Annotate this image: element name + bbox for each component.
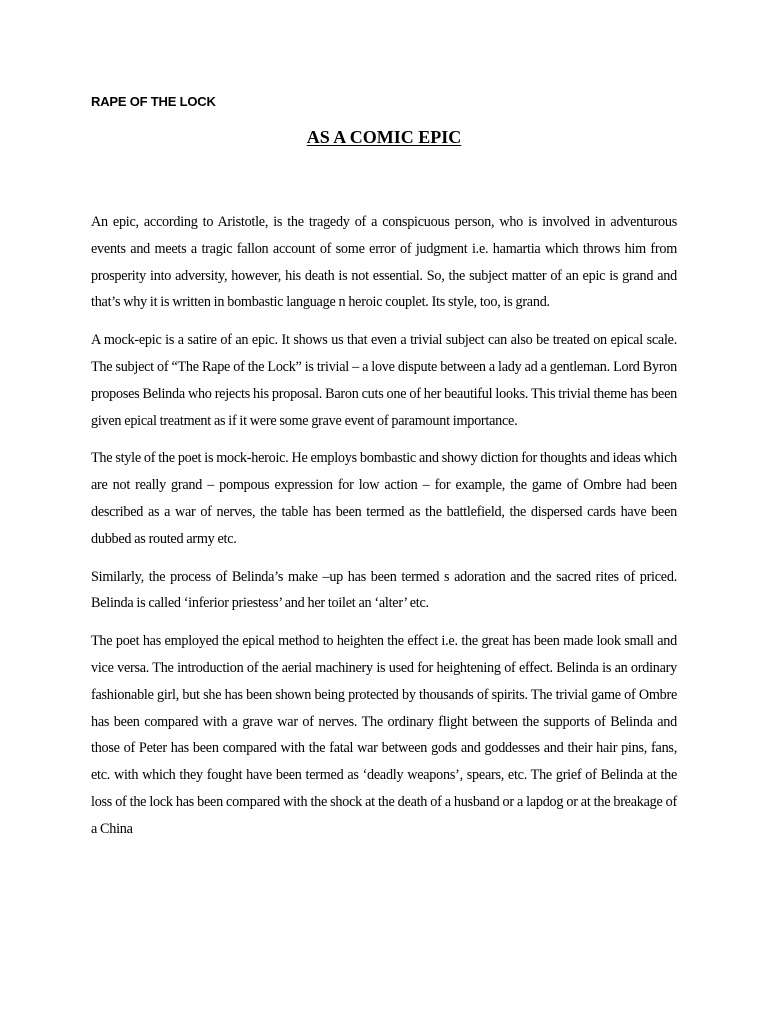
document-body [91, 209, 677, 854]
paragraph-1: An epic, according to Aristotle, is the tragedy of a conspicuous person, who is involved in adventurous events and meets a tragic fallon account of some error of judgment i.e. hamartia which throws him from prosperity into adversity, however, his death is not essential. So, the subject matter of an epic is grand and that’s why it is written in bombastic language n heroic couplet. Its style, too, is grand. [91, 214, 677, 311]
paragraph-2: A mock-epic is a satire of an epic. It shows us that even a trivial subject can also be treated on epical scale. The subject of “The Rape of the Lock” is trivial – a love dispute between a lady ad a gentleman. Lord Byron proposes Belinda who rejects his proposal. Baron cuts one of her beautiful looks. This trivial theme has been given epical treatment as if it were some grave event of paramount importance. [91, 332, 677, 429]
paragraph-4: Similarly, the process of Belinda’s make –up has been termed s adoration and the sacred rites of priced. Belinda is called ‘inferior priestess’ and her toilet an ‘alter’ etc. [91, 568, 677, 612]
paragraph-5: The poet has employed the epical method to heighten the effect i.e. the great has been made look small and vice versa. The introduction of the aerial machinery is used for heightening of effect. Belinda is an ordinary fashionable girl, but she has been shown being protected by thousands of spirits. The trivial game of Ombre has been compared with a grave war of nerves. The ordinary flight between the supports of Belinda and those of Peter has been compared with the fatal war between gods and goddesses and their hair pins, fans, etc. with which they fought have been termed as ‘deadly weapons’, spears, etc. The grief of Belinda at the loss of the lock has been compared with the shock at the death of a husband or a lapdog or at the breakage of a China [91, 633, 677, 837]
document-heading: RAPE OF THE LOCK [91, 94, 216, 109]
paragraph-3: The style of the poet is mock-heroic. He employs bombastic and showy diction for thoughts and ideas which are not really grand – pompous expression for low action – for example, the game of Ombre had been described as a war of nerves, the table has been termed as the battlefield, the dispersed cards have been dubbed as routed army etc. [91, 450, 677, 547]
document-title: AS A COMIC EPIC [306, 127, 462, 147]
